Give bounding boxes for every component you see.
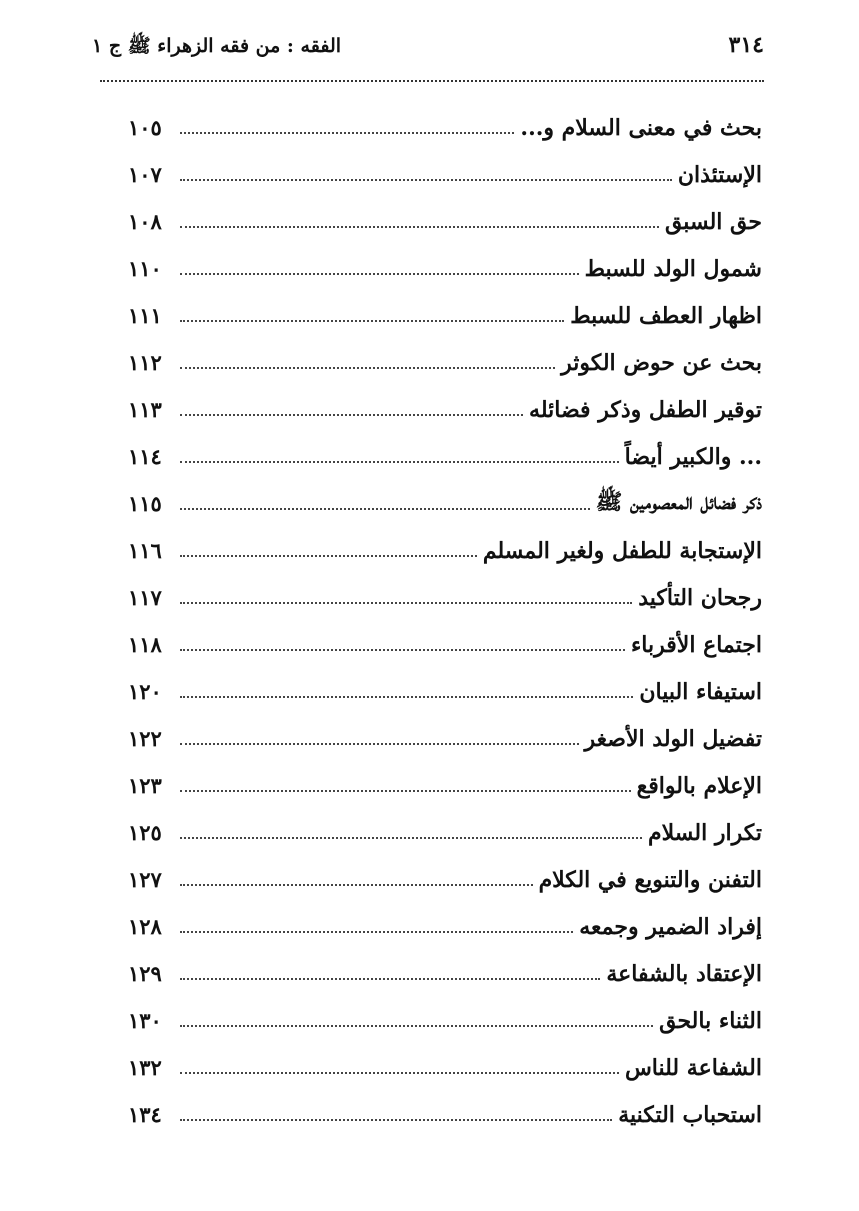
toc-entry-page-number: ١٢٨: [128, 914, 162, 939]
toc-entry: [128, 433, 762, 480]
toc-entry-page-number: ١١٤: [128, 444, 162, 469]
toc-entry-title: ذكر فضائل المعصومين ﷺ: [595, 488, 762, 515]
dot-leader: [180, 1119, 612, 1121]
dot-leader: [180, 1025, 653, 1027]
toc-entry-page-number: ١٢٧: [128, 867, 162, 892]
toc-entry: [128, 621, 762, 668]
page-header: [92, 30, 764, 70]
toc-entry-title: ... والكبير أيضاً: [624, 443, 762, 470]
toc-entry-page-number: ١٣٠: [128, 1008, 162, 1033]
toc-entry-title: شمول الولد للسبط: [584, 255, 762, 282]
toc-entry-page-number: ١٠٨: [128, 209, 162, 234]
dot-leader: [180, 790, 631, 792]
toc-entry-title: رجحان التأكيد: [638, 584, 762, 611]
toc-entry-title: الإعتقاد بالشفاعة: [606, 960, 762, 987]
toc-entry-page-number: ١٢٢: [128, 726, 162, 751]
toc-entry-page-number: ١٢٣: [128, 773, 162, 798]
toc-entry-page-number: ١٠٥: [128, 115, 162, 140]
toc-entry-title: توقير الطفل وذكر فضائله: [529, 396, 762, 423]
toc-entry-title: الإعلام بالواقع: [636, 772, 762, 799]
toc-entry-title: الشفاعة للناس: [624, 1054, 762, 1081]
dot-leader: [180, 602, 632, 604]
toc-entry: [128, 104, 762, 151]
toc-entry: [128, 856, 762, 903]
dot-leader: [180, 414, 523, 416]
dot-leader: [180, 320, 564, 322]
dot-leader: [180, 461, 619, 463]
toc-entry: [128, 292, 762, 339]
toc-entry-page-number: ١١٦: [128, 538, 162, 563]
toc-entry: [128, 151, 762, 198]
toc-entry-page-number: ١١٧: [128, 585, 162, 610]
toc-entry-title: اجتماع الأقرباء: [630, 631, 762, 658]
toc-entry: [128, 997, 762, 1044]
toc-entry-title: التفنن والتنويع في الكلام: [538, 866, 762, 893]
dot-leader: [180, 649, 625, 651]
dot-leader: [180, 226, 659, 228]
toc-entry: [128, 527, 762, 574]
dot-leader: [180, 743, 579, 745]
toc-entry-page-number: ١١٨: [128, 632, 162, 657]
dot-leader: [180, 931, 573, 933]
toc-entry-page-number: ١١١: [128, 303, 162, 328]
toc-entry-title: إفراد الضمير وجمعه: [579, 913, 762, 940]
toc-entry: [128, 245, 762, 292]
page-number: ٣١٤: [728, 32, 764, 58]
toc-entry: [128, 668, 762, 715]
toc-entry-title: تكرار السلام: [648, 819, 762, 846]
dot-leader: [180, 179, 672, 181]
toc-entry-page-number: ١٢٠: [128, 679, 162, 704]
dot-leader: [180, 555, 477, 557]
toc-entry: [128, 903, 762, 950]
table-of-contents: [128, 104, 762, 1138]
toc-entry-page-number: ١١٣: [128, 397, 162, 422]
toc-entry: [128, 1044, 762, 1091]
toc-entry-title: استيفاء البيان: [639, 678, 762, 705]
toc-entry-title: بحث في معنى السلام و...: [520, 114, 762, 141]
toc-entry-title: الإستجابة للطفل ولغير المسلم: [482, 537, 762, 564]
toc-entry: [128, 715, 762, 762]
dot-leader: [180, 132, 514, 134]
dot-leader: [180, 884, 533, 886]
toc-entry: [128, 762, 762, 809]
toc-entry-page-number: ١١٥: [128, 491, 162, 516]
toc-entry: [128, 809, 762, 856]
dot-leader: [180, 367, 555, 369]
toc-entry-page-number: ١٣٤: [128, 1102, 162, 1127]
toc-entry-title: حق السبق: [664, 208, 762, 235]
toc-entry-title: استحباب التكنية: [618, 1101, 762, 1128]
toc-entry-page-number: ١٠٧: [128, 162, 162, 187]
dot-leader: [180, 978, 600, 980]
toc-entry-title: تفضيل الولد الأصغر: [584, 725, 762, 752]
toc-entry-page-number: ١٢٥: [128, 820, 162, 845]
running-title: الفقه : من فقه الزهراء ﷺ ج ١: [92, 35, 342, 57]
toc-entry-page-number: ١١٢: [128, 350, 162, 375]
toc-entry: [128, 1091, 762, 1138]
dot-leader: [180, 696, 633, 698]
dot-leader: [180, 508, 590, 510]
toc-entry: [128, 950, 762, 997]
toc-entry-page-number: ١٢٩: [128, 961, 162, 986]
header-divider: [100, 80, 764, 82]
toc-entry-title: بحث عن حوض الكوثر: [561, 349, 762, 376]
toc-entry: [128, 198, 762, 245]
toc-entry-title: اظهار العطف للسبط: [570, 302, 762, 329]
toc-entry: [128, 574, 762, 621]
toc-entry-page-number: ١١٠: [128, 256, 162, 281]
toc-entry-page-number: ١٣٢: [128, 1055, 162, 1080]
toc-entry-title: الإستئذان: [677, 161, 762, 188]
dot-leader: [180, 837, 642, 839]
toc-entry: [128, 480, 762, 527]
toc-entry: [128, 386, 762, 433]
dot-leader: [180, 1072, 619, 1074]
toc-entry-title: الثناء بالحق: [659, 1007, 762, 1034]
dot-leader: [180, 273, 579, 275]
toc-entry: [128, 339, 762, 386]
